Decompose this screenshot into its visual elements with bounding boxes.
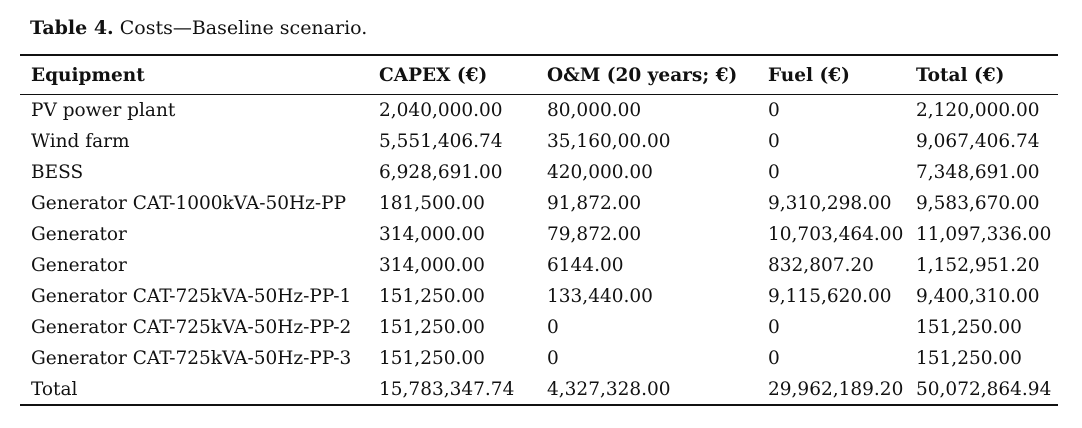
cell-equipment: Generator CAT-725kVA-50Hz-PP-2: [31, 317, 352, 338]
cell-total: 9,067,406.74: [916, 131, 1040, 152]
cell-total: 151,250.00: [916, 317, 1022, 338]
header-fuel: Fuel (€): [757, 55, 905, 95]
cell-fuel: 0: [768, 131, 780, 152]
cell-equipment: Generator: [31, 255, 127, 276]
cell-om: 0: [547, 317, 559, 338]
table-row: [20, 312, 1058, 343]
header-row: [20, 55, 1058, 95]
cell-total: 11,097,336.00: [916, 224, 1052, 245]
cell-total: 9,583,670.00: [916, 193, 1040, 214]
cell-fuel: 0: [768, 348, 780, 369]
cell-total: 2,120,000.00: [916, 100, 1040, 121]
header-om: O&M (20 years; €): [536, 55, 757, 95]
cell-total: 1,152,951.20: [916, 255, 1040, 276]
table-body: [20, 95, 1058, 406]
cell-equipment: PV power plant: [31, 100, 176, 121]
table-header: [20, 55, 1058, 95]
cell-total: 9,400,310.00: [916, 286, 1040, 307]
cell-equipment: Generator CAT-1000kVA-50Hz-PP: [31, 193, 347, 214]
cell-total: 151,250.00: [916, 348, 1022, 369]
cell-equipment: Generator CAT-725kVA-50Hz-PP-1: [31, 286, 352, 307]
table-row: [20, 95, 1058, 127]
cell-equipment: Generator CAT-725kVA-50Hz-PP-3: [31, 348, 352, 369]
cell-total: 7,348,691.00: [916, 162, 1040, 183]
cell-fuel: 0: [768, 162, 780, 183]
cell-om: 91,872.00: [547, 193, 642, 214]
cell-equipment: Total: [31, 378, 78, 400]
table-row: [20, 188, 1058, 219]
header-total: Total (€): [905, 55, 1058, 95]
cell-capex: 314,000.00: [379, 224, 485, 245]
total-row: [20, 374, 1058, 405]
cell-capex: 15,783,347.74: [379, 378, 515, 400]
cell-capex: 6,928,691.00: [379, 162, 503, 183]
cell-capex: 181,500.00: [379, 193, 485, 214]
table-row: [20, 219, 1058, 250]
cell-om: 133,440.00: [547, 286, 653, 307]
table-row: [20, 157, 1058, 188]
cell-fuel: 29,962,189.20: [768, 378, 904, 400]
caption-label: Table 4.: [30, 17, 114, 39]
cell-capex: 5,551,406.74: [379, 131, 503, 152]
cell-om: 79,872.00: [547, 224, 642, 245]
cell-om: 80,000.00: [547, 100, 642, 121]
table-row: [20, 250, 1058, 281]
table-caption: [30, 16, 367, 40]
header-equipment: Equipment: [20, 55, 368, 95]
cell-om: 420,000.00: [547, 162, 653, 183]
cell-total: 50,072,864.94: [916, 378, 1052, 400]
cell-fuel: 9,115,620.00: [768, 286, 892, 307]
cell-fuel: 9,310,298.00: [768, 193, 892, 214]
cell-fuel: 0: [768, 100, 780, 121]
cell-om: 4,327,328.00: [547, 378, 671, 400]
cell-capex: 2,040,000.00: [379, 100, 503, 121]
table-row: [20, 343, 1058, 374]
costs-table: [20, 54, 1058, 406]
cell-equipment: Wind farm: [31, 131, 130, 152]
cell-fuel: 832,807.20: [768, 255, 874, 276]
cell-capex: 314,000.00: [379, 255, 485, 276]
cell-om: 35,160,00.00: [547, 131, 671, 152]
cell-om: 6144.00: [547, 255, 624, 276]
cell-capex: 151,250.00: [379, 348, 485, 369]
cell-fuel: 10,703,464.00: [768, 224, 904, 245]
cell-capex: 151,250.00: [379, 286, 485, 307]
table-row: [20, 281, 1058, 312]
cell-fuel: 0: [768, 317, 780, 338]
cell-equipment: Generator: [31, 224, 127, 245]
caption-text: Costs—Baseline scenario.: [113, 17, 368, 39]
cell-capex: 151,250.00: [379, 317, 485, 338]
cell-equipment: BESS: [31, 162, 84, 183]
table-row: [20, 126, 1058, 157]
cell-om: 0: [547, 348, 559, 369]
header-capex: CAPEX (€): [368, 55, 536, 95]
